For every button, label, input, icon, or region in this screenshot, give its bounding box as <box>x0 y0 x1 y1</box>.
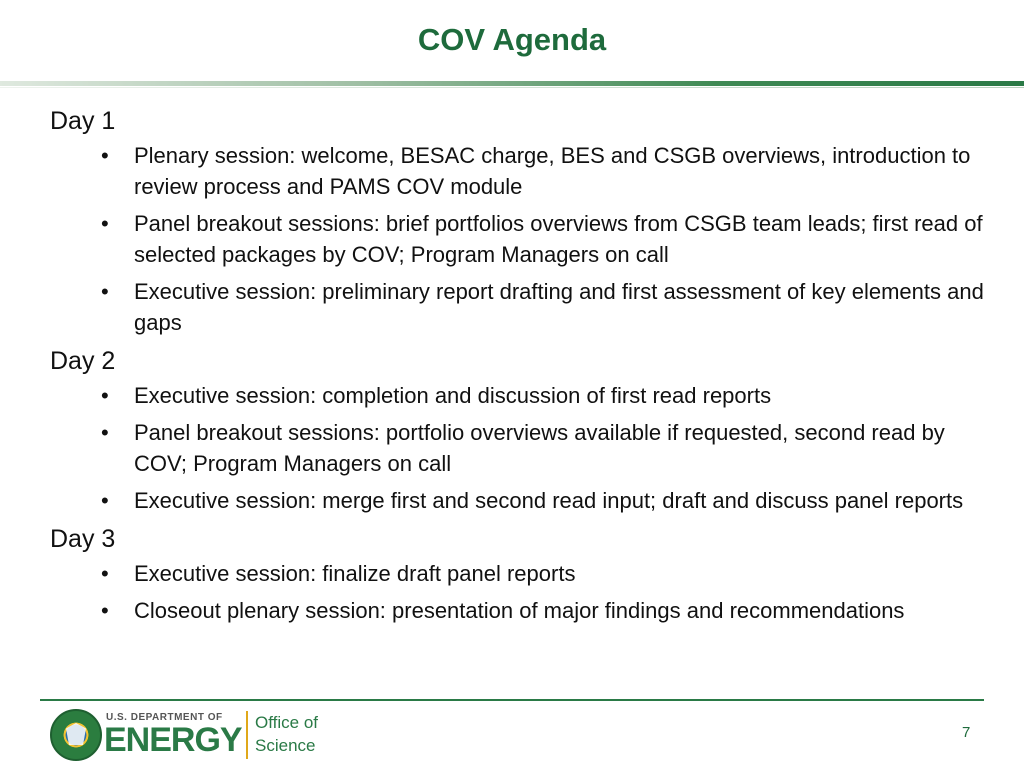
agenda-item <box>50 558 990 589</box>
agenda-item-text: Executive session: finalize draft panel reports <box>134 561 576 586</box>
agenda-item-text: Closeout plenary session: presentation of major findings and recommendations <box>134 598 905 623</box>
title-divider-thin <box>0 87 1024 88</box>
agenda-content <box>50 104 990 632</box>
agenda-item <box>50 380 990 411</box>
agenda-item <box>50 276 990 338</box>
agenda-item-text: Panel breakout sessions: portfolio overviews available if requested, second read by COV; Program Managers on call <box>134 420 945 476</box>
bullet-icon: • <box>101 211 109 236</box>
logo-office-text <box>255 711 318 757</box>
agenda-item-text: Executive session: preliminary report drafting and first assessment of key elements and gaps <box>134 279 984 335</box>
day-section <box>50 344 990 516</box>
agenda-item <box>50 417 990 479</box>
agenda-item <box>50 140 990 202</box>
agenda-item-text: Plenary session: welcome, BESAC charge, BES and CSGB overviews, introduction to review process and PAMS COV module <box>134 143 971 199</box>
logo-office-line2: Science <box>255 736 316 755</box>
day-items <box>50 140 990 338</box>
doe-office-of-science-logo <box>50 709 340 761</box>
slide-title: COV Agenda <box>417 22 607 57</box>
doe-seal-icon <box>50 709 102 761</box>
day-items <box>50 558 990 626</box>
page-number: 7 <box>962 724 971 741</box>
logo-department-text: U.S. DEPARTMENT OF <box>106 712 223 723</box>
bullet-icon: • <box>101 598 109 623</box>
bullet-icon: • <box>101 420 109 445</box>
bullet-icon: • <box>101 143 109 168</box>
bullet-icon: • <box>101 561 109 586</box>
bullet-icon: • <box>101 488 109 513</box>
bullet-icon: • <box>101 383 109 408</box>
day-heading: Day 3 <box>50 525 116 553</box>
agenda-item-text: Executive session: merge first and second read input; draft and discuss panel reports <box>134 488 964 513</box>
agenda-item-text: Panel breakout sessions: brief portfolios overviews from CSGB team leads; first read of selected packages by COV; Program Managers on call <box>134 211 983 267</box>
agenda-item <box>50 595 990 626</box>
day-section <box>50 522 990 626</box>
day-section <box>50 104 990 338</box>
day-items <box>50 380 990 516</box>
logo-energy-text: ENERGY <box>104 721 242 759</box>
day-heading: Day 2 <box>50 347 116 375</box>
agenda-item-text: Executive session: completion and discussion of first read reports <box>134 383 772 408</box>
agenda-item <box>50 485 990 516</box>
title-divider <box>0 81 1024 86</box>
logo-office-line1: Office of <box>255 713 318 732</box>
logo-separator <box>246 711 248 759</box>
footer-divider <box>40 699 984 701</box>
agenda-item <box>50 208 990 270</box>
bullet-icon: • <box>101 279 109 304</box>
day-heading: Day 1 <box>50 107 116 135</box>
